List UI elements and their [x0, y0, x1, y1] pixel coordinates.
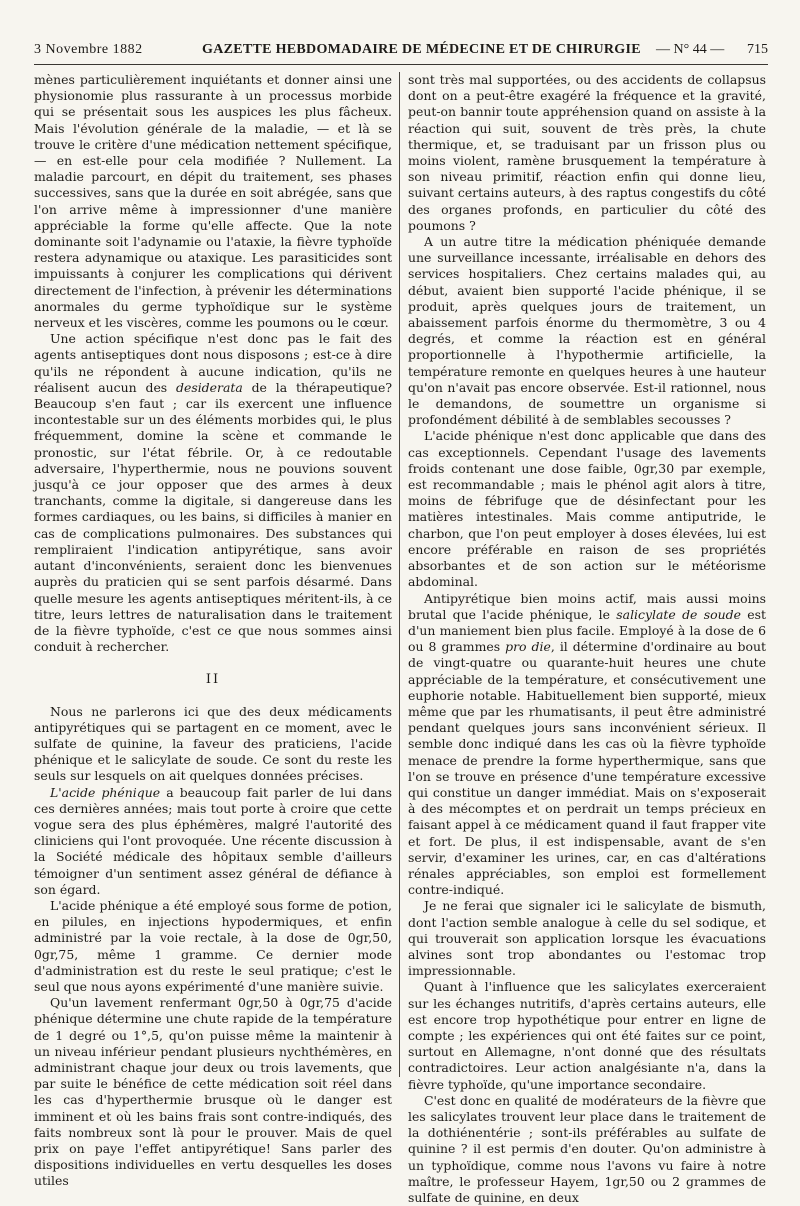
running-header — [34, 42, 768, 62]
paragraph: Une action spécifique n'est donc pas le fait des agents antiseptiques dont nous disposons ; est-ce à dire qu'ils ne répondent à aucune indication, qu'ils ne réalisent aucun des desiderata de la thérapeutique? Beaucoup s'en faut ; car ils exercent une influence incontestable sur un des éléments morbides qui, le plus fréquemment, domine la scène et commande le pronostic, sur l'état fébrile. Or, à ce redoutable adversaire, l'hyperthermie, nous ne pouvions souvent jusqu'à ce jour opposer que des armes à deux tranchants, comme la digitale, si dangereuse dans les formes cardiaques, ou les bains, si difficiles à manier en cas de complications pulmonaires. Des substances qui rempliraient l'indication antipyrétique, sans avoir autant d'inconvénients, seraient donc les bienvenues auprès du praticien qui se sent parfois désarmé. Dans quelle mesure les agents antiseptiques méritent-ils, à ce titre, leurs lettres de naturalisation dans le traitement de la fièvre typhoïde, c'est ce que nous sommes ainsi conduit à rechercher. — [34, 331, 392, 655]
paragraph: mènes particulièrement inquiétants et donner ainsi une physionomie plus rassurante à un processus morbide qui se présentait sous les auspices les plus fâcheux. Mais l'évolution générale de la maladie, — et là se trouve le critère d'une médication nettement spécifique, — en est-elle pour cela modifiée ? Nullement. La maladie parcourt, en dépit du traitement, ses phases successives, sans que la durée en soit abrégée, sans que l'on arrive même à impressionner d'une manière appréciable la forme qu'elle affecte. Que la note dominante soit l'adynamie ou l'ataxie, la fièvre typhoïde restera adynamique ou ataxique. Les parasiticides sont impuissants à conjurer les complications qui dérivent directement de l'infection, à prévenir les déterminations anormales du germe typhoïdique sur le système nerveux et les viscères, comme les poumons ou le cœur. — [34, 72, 392, 331]
paragraph: L'acide phénique n'est donc applicable que dans des cas exceptionnels. Cependant l'usage des lavements froids contenant une dose faible, 0gr,30 par exemple, est recommandable ; mais le phénol agit alors à titre, moins de fébrifuge que de désinfectant pour les matières intestinales. Mais comme antiputride, le charbon, que l'on peut employer à doses élevées, lui est encore préférable en raison de ses propriétés absorbantes et de son action sur le météorisme abdominal. — [408, 428, 766, 590]
header-date: 3 Novembre 1882 — [34, 42, 143, 57]
paragraph: C'est donc en qualité de modérateurs de la fièvre que les salicylates trouvent leur place dans le traitement de la dothiénentérie ; sont-ils préférables au sulfate de quinine ? il est permis d'en douter. Qu'on administre à un typhoïdique, comme nous l'avons vu faire à notre maître, le professeur Hayem, 1gr,50 ou 2 grammes de sulfate de quinine, en deux — [408, 1092, 766, 1206]
header-issue-number: — N° 44 — — [656, 42, 725, 57]
paragraph: Je ne ferai que signaler ici le salicylate de bismuth, dont l'action semble analogue à celle du sel sodique, et qui trouverait son application lorsque les évacuations alvines sont trop abondantes ou l'estomac trop impressionnable. — [408, 898, 766, 979]
left-column — [34, 72, 393, 1189]
paragraph: Antipyrétique bien moins actif, mais aussi moins brutal que l'acide phénique, le salicylate de soude est d'un maniement bien plus facile. Employé à la dose de 6 ou 8 grammes pro die, il détermine d'ordinaire au bout de vingt-quatre ou quarante-huit heures une chute appréciable de la température, et consécutivement une euphorie notable. Habituellement bien supporté, mieux même que par les rhumatisants, il peut être administré pendant quelques jours sans inconvénient sérieux. Il semble donc indiqué dans les cas où la fièvre typhoïde menace de prendre la forme hyperthermique, sans que l'on se trouve en présence d'une température excessive qui constitue un danger immédiat. Mais on s'exposerait à des mécomptes et on perdrait un temps précieux en faisant appel à ce médicament quand il faut frapper vite et fort. De plus, il est indispensable, avant de s'en servir, d'examiner les urines, car, en cas d'altérations rénales appréciables, son emploi est formellement contre-indiqué. — [408, 590, 766, 898]
right-column — [408, 72, 766, 1206]
section-number: II — [205, 672, 221, 688]
paragraph: Nous ne parlerons ici que des deux médicaments antipyrétiques qui se partagent en ce moment, avec le sulfate de quinine, la faveur des praticiens, l'acide phénique et le salicylate de soude. Ce sont du reste les seuls sur lesquels on ait quelques données précises. — [34, 703, 392, 784]
paragraph: L'acide phénique a beaucoup fait parler de lui dans ces dernières années; mais tout porte à croire que cette vogue sera des plus éphémères, malgré l'autorité des cliniciens qui l'ont provoquée. Une récente discussion à la Société médicale des hôpitaux semble d'ailleurs témoigner d'un sentiment assez général de défiance à son égard. — [34, 784, 393, 897]
paragraph: Quant à l'influence que les salicylates exerceraient sur les échanges nutritifs, d'après certains auteurs, elle est encore trop hypothétique pour entrer en ligne de compte ; les expériences qui ont été faites sur ce point, surtout en Allemagne, n'ont donné que des résultats contradictoires. Leur action analgésiante n'a, dans la fièvre typhoïde, qu'une importance secondaire. — [408, 979, 766, 1092]
header-title: GAZETTE HEBDOMADAIRE DE MÉDECINE ET DE CHIRURGIE — [202, 42, 641, 57]
paragraph: Qu'un lavement renfermant 0gr,50 à 0gr,75 d'acide phénique détermine une chute rapide de la température de 1 degré ou 1°,5, qu'on puisse même la maintenir à un niveau inférieur pendant plusieurs nychthémères, en administrant chaque jour deux ou trois lavements, que par suite le bénéfice de cette médication soit réel dans les cas d'hyperthermie brusque où le danger est imminent et où les bains frais sont contre-indiqués, des faits nombreux sont là pour le prouver. Mais de quel prix on paye l'effet antipyrétique! Sans parler des dispositions individuelles en vertu desquelles les doses utiles — [34, 995, 392, 1189]
header-page-number: 715 — [747, 42, 768, 57]
header-rule — [34, 64, 768, 65]
column-divider — [399, 72, 400, 1077]
paragraph: A un autre titre la médication phéniquée demande une surveillance incessante, irréalisable en dehors des services hospitaliers. Chez certains malades qui, au début, avaient bien supporté l'acide phénique, il se produit, après quelques jours de traitement, un abaissement parfois énorme du thermomètre, 3 ou 4 degrés, et comme la réaction est en général proportionnelle à l'hypothermie artificielle, la température remonte en quelques heures à une hauteur qu'on n'avait pas encore observée. Est-il rationnel, nous le demandons, de soumettre un organisme si profondément débilité à de semblables secousses ? — [408, 234, 766, 428]
paragraph: sont très mal supportées, ou des accidents de collapsus dont on a peut-être exagéré la fréquence et la gravité, peut-on bannir toute appréhension quand on assiste à la réaction qui suit, souvent de très près, la chute thermique, et, se traduisant par un frisson plus ou moins violent, ramène brusquement la température à son niveau primitif, réaction enfin qui donne lieu, suivant certains auteurs, à des raptus congestifs du côté des organes profonds, en particulier du côté des poumons ? — [408, 72, 766, 233]
paragraph: L'acide phénique a été employé sous forme de potion, en pilules, en injections hypodermiques, et enfin administré par la voie rectale, à la dose de 0gr,50, 0gr,75, même 1 gramme. Ce dernier mode d'administration est du reste le seul pratique; c'est le seul que nous ayons expérimenté d'une manière suivie. — [34, 897, 392, 994]
